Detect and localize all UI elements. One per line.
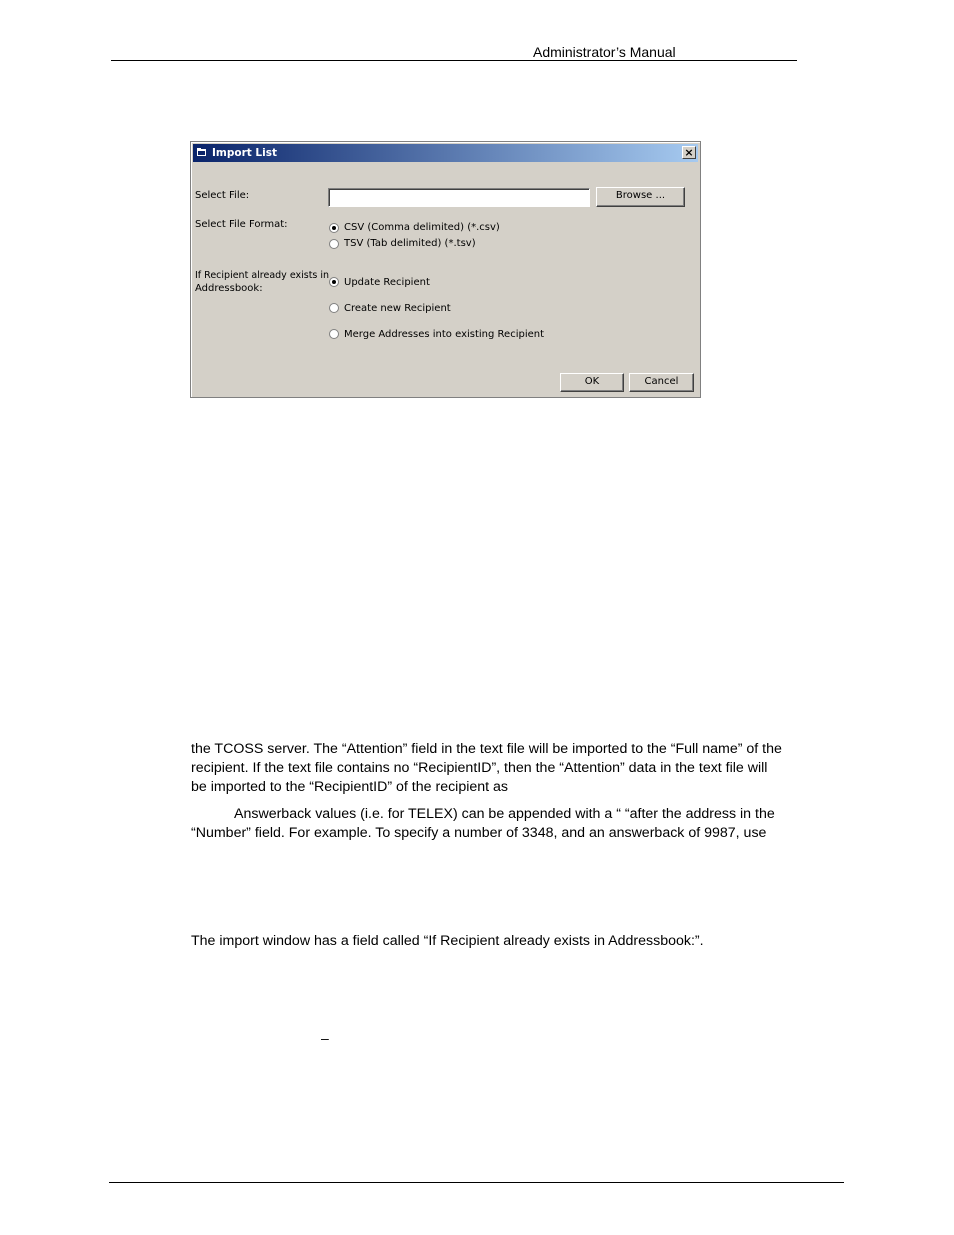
select-file-label: Select File:	[195, 190, 250, 201]
browse-button[interactable]: Browse ...	[596, 187, 685, 207]
exists-label-line2: Addressbook:	[195, 283, 263, 294]
exists-label-line1: If Recipient already exists in	[195, 270, 330, 281]
tsv-option-label: TSV (Tab delimited) (*.tsv)	[344, 238, 476, 249]
dash-mark: –	[321, 1030, 329, 1046]
tsv-radio[interactable]	[329, 239, 339, 249]
file-format-label: Select File Format:	[195, 219, 288, 230]
text-line: the TCOSS server. The “Attention” field in the text file will be imported to the “Full name” of the	[191, 741, 782, 757]
header-rule	[111, 60, 797, 61]
paragraph-answerback	[191, 805, 851, 843]
paragraph-attention	[191, 740, 851, 797]
update-recipient-label: Update Recipient	[344, 277, 430, 288]
paragraph-import-window: The import window has a field called “If Recipient already exists in Addressbook:”.	[191, 933, 704, 949]
text-line: recipient. If the text file contains no “RecipientID”, then the “Attention” data in the text file will	[191, 760, 768, 776]
dialog-title: Import List	[212, 147, 277, 159]
text-line: Answerback values (i.e. for TELEX) can be appended with a “ “after the address in the	[234, 806, 775, 822]
ok-button[interactable]: OK	[560, 373, 624, 392]
merge-addresses-label: Merge Addresses into existing Recipient	[344, 329, 545, 340]
page-header-title: Administrator’s Manual	[533, 44, 676, 60]
close-button[interactable]: ×	[682, 146, 696, 159]
dialog-titlebar[interactable]	[193, 144, 698, 162]
text-line: be imported to the “RecipientID” of the recipient as	[191, 779, 509, 795]
csv-option-label: CSV (Comma delimited) (*.csv)	[344, 222, 500, 233]
file-path-input[interactable]	[328, 188, 590, 207]
create-recipient-label: Create new Recipient	[344, 303, 451, 314]
import-list-dialog	[190, 141, 701, 398]
create-recipient-radio[interactable]	[329, 303, 339, 313]
folder-icon	[197, 148, 207, 156]
text-line: “Number” field. For example. To specify a number of 3348, and an answerback of 9987, use	[191, 825, 767, 841]
merge-addresses-radio[interactable]	[329, 329, 339, 339]
update-recipient-radio[interactable]	[329, 277, 339, 287]
csv-radio[interactable]	[329, 223, 339, 233]
cancel-button[interactable]: Cancel	[629, 373, 694, 392]
footer-rule	[109, 1182, 844, 1183]
